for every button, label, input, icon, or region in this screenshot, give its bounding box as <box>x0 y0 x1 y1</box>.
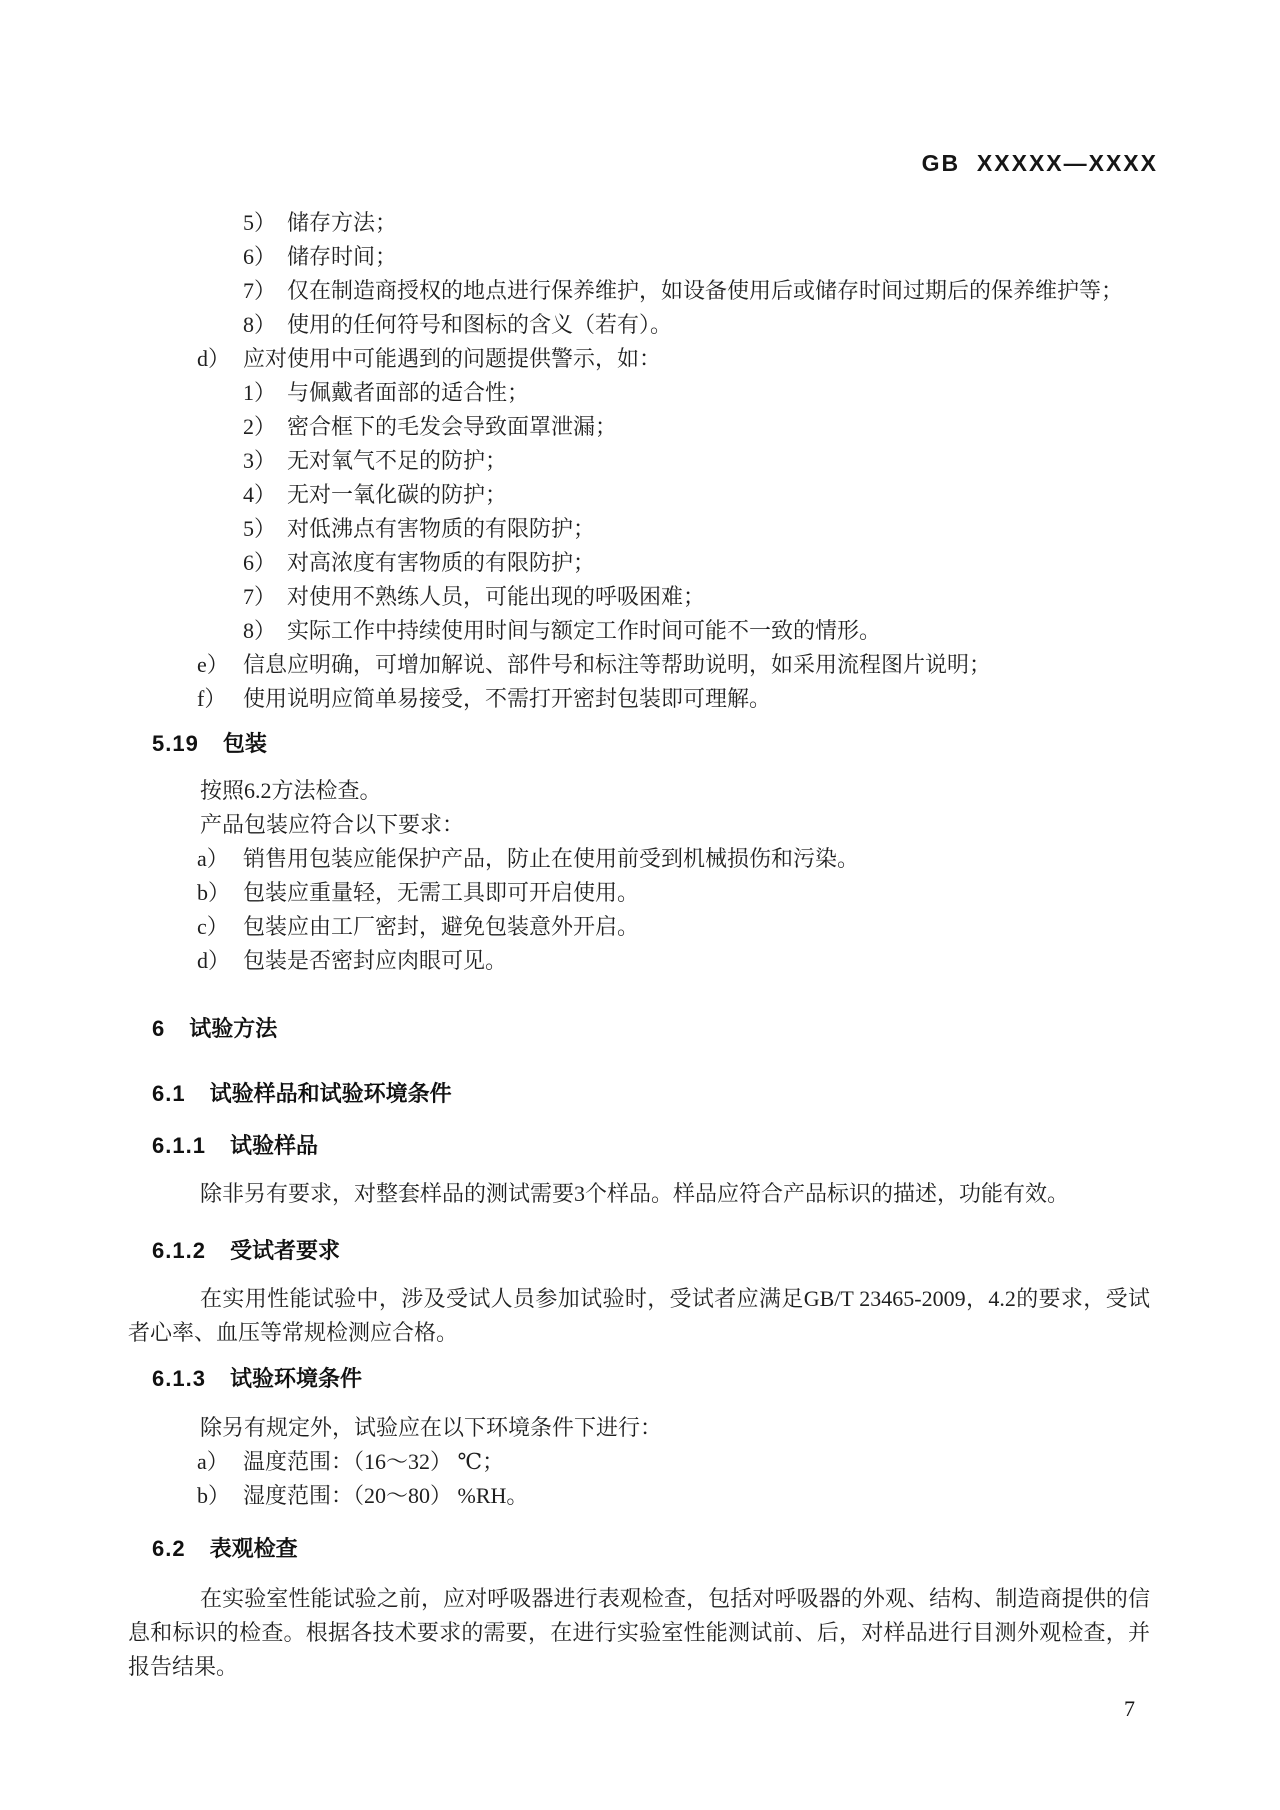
list-item-label: b） <box>197 880 231 905</box>
list-item-text: 信息应明确，可增加解说、部件号和标注等帮助说明，如采用流程图片说明； <box>243 652 992 677</box>
list-item <box>128 274 1150 308</box>
section-heading-6-1 <box>128 1077 1150 1111</box>
list-item-label: 3） <box>243 448 277 473</box>
list-item-label: d） <box>197 948 231 973</box>
list-item-text: 包装是否密封应肉眼可见。 <box>243 948 508 973</box>
page-number: 7 <box>1124 1696 1135 1721</box>
page-content <box>128 0 1158 1684</box>
paragraph: 在实用性能试验中，涉及受试人员参加试验时，受试者应满足GB/T 23465-2009，4.2的要求，受试者心率、血压等常规检测应合格。 <box>128 1286 1150 1345</box>
list-item-text: 对使用不熟练人员，可能出现的呼吸困难； <box>287 584 706 609</box>
list-item-label: 8） <box>243 312 277 337</box>
list-item <box>128 376 1150 410</box>
paragraph: 除非另有要求，对整套样品的测试需要3个样品。样品应符合产品标识的描述，功能有效。 <box>200 1181 1070 1206</box>
list-item-label: c） <box>197 914 229 939</box>
list-item-label: 5） <box>243 516 277 541</box>
list-item-label: e） <box>197 652 229 677</box>
section-title: 受试者要求 <box>229 1238 340 1263</box>
list-item-label: 7） <box>243 584 277 609</box>
list-item-text: 实际工作中持续使用时间与额定工作时间可能不一致的情形。 <box>287 618 882 643</box>
list-item <box>128 842 1150 876</box>
list-item-text: 湿度范围：（20～80） %RH。 <box>243 1483 529 1508</box>
list-item-text: 密合框下的毛发会导致面罩泄漏； <box>287 414 618 439</box>
list-item-label: d） <box>197 346 231 371</box>
list-item <box>128 308 1150 342</box>
section-title: 试验方法 <box>189 1016 278 1041</box>
section-title: 包装 <box>222 731 267 756</box>
section-title: 表观检查 <box>209 1536 298 1561</box>
list-item <box>128 614 1150 648</box>
list-item <box>128 240 1150 274</box>
section-number: 5.19 <box>152 731 199 756</box>
packaging-requirements-list <box>128 842 1150 978</box>
list-item-label: f） <box>197 686 227 711</box>
list-item-label: 1） <box>243 380 277 405</box>
section-number: 6.1.1 <box>152 1133 206 1158</box>
list-item-text: 仅在制造商授权的地点进行保养维护，如设备使用后或储存时间过期后的保养维护等； <box>287 278 1124 303</box>
list-item <box>128 1445 1150 1479</box>
list-item-text: 储存方法； <box>287 210 398 235</box>
instructions-list <box>128 206 1150 716</box>
section-heading-6-1-3 <box>128 1362 1150 1396</box>
section-number: 6.1.2 <box>152 1238 206 1263</box>
list-item <box>128 206 1150 240</box>
paragraph: 除另有规定外，试验应在以下环境条件下进行： <box>200 1415 663 1440</box>
section-title: 试验样品和试验环境条件 <box>209 1081 452 1106</box>
list-item <box>128 682 1150 716</box>
list-item-text: 与佩戴者面部的适合性； <box>287 380 530 405</box>
list-item-label: b） <box>197 1483 231 1508</box>
list-item <box>128 910 1150 944</box>
list-item-text: 使用的任何符号和图标的含义（若有）。 <box>287 312 673 337</box>
list-item-text: 无对氧气不足的防护； <box>287 448 508 473</box>
list-item-text: 对低沸点有害物质的有限防护； <box>287 516 596 541</box>
list-item-text: 销售用包装应能保护产品，防止在使用前受到机械损伤和污染。 <box>243 846 860 871</box>
list-item-text: 包装应由工厂密封，避免包装意外开启。 <box>243 914 640 939</box>
list-item-text: 对高浓度有害物质的有限防护； <box>287 550 596 575</box>
list-item-text: 温度范围：（16～32） ℃； <box>243 1449 505 1474</box>
paragraph: 按照6.2方法检查。 <box>200 778 382 803</box>
running-header <box>128 0 1158 180</box>
section-title: 试验环境条件 <box>229 1366 362 1391</box>
section-heading-5-19 <box>128 727 1150 761</box>
doc-code: GB XXXXX—XXXX <box>921 150 1158 176</box>
list-item <box>128 512 1150 546</box>
list-item-label: 5） <box>243 210 277 235</box>
environment-conditions-list <box>128 1445 1150 1513</box>
list-item-label: 4） <box>243 482 277 507</box>
list-item-label: 8） <box>243 618 277 643</box>
list-item-text: 使用说明应简单易接受，不需打开密封包装即可理解。 <box>243 686 772 711</box>
list-item-label: 6） <box>243 244 277 269</box>
list-item-label: 7） <box>243 278 277 303</box>
list-item <box>128 648 1150 682</box>
list-item-label: 2） <box>243 414 277 439</box>
list-item <box>128 444 1150 478</box>
list-item <box>128 580 1150 614</box>
list-item <box>128 944 1150 978</box>
list-item <box>128 478 1150 512</box>
paragraph: 产品包装应符合以下要求： <box>200 812 465 837</box>
list-item-text: 储存时间； <box>287 244 398 269</box>
section-heading-6-1-2 <box>128 1234 1150 1268</box>
section-number: 6 <box>152 1016 166 1041</box>
paragraph: 在实验室性能试验之前，应对呼吸器进行表观检查，包括对呼吸器的外观、结构、制造商提供的信息和标识的检查。根据各技术要求的需要，在进行实验室性能测试前、后，对样品进行目测外观检查，并报告结果。 <box>128 1586 1150 1679</box>
list-item <box>128 342 1150 376</box>
list-item-label: a） <box>197 846 229 871</box>
list-item-text: 无对一氧化碳的防护； <box>287 482 508 507</box>
list-item-label: a） <box>197 1449 229 1474</box>
section-number: 6.1 <box>152 1081 186 1106</box>
list-item <box>128 410 1150 444</box>
section-title: 试验样品 <box>229 1133 318 1158</box>
list-item-label: 6） <box>243 550 277 575</box>
list-item-text: 应对使用中可能遇到的问题提供警示，如： <box>243 346 662 371</box>
list-item-text: 包装应重量轻，无需工具即可开启使用。 <box>243 880 640 905</box>
list-item <box>128 546 1150 580</box>
section-heading-6-1-1 <box>128 1129 1150 1163</box>
chapter-heading-6 <box>128 1012 1150 1046</box>
section-number: 6.1.3 <box>152 1366 206 1391</box>
list-item <box>128 876 1150 910</box>
section-heading-6-2 <box>128 1532 1150 1566</box>
list-item <box>128 1479 1150 1513</box>
section-number: 6.2 <box>152 1536 186 1561</box>
